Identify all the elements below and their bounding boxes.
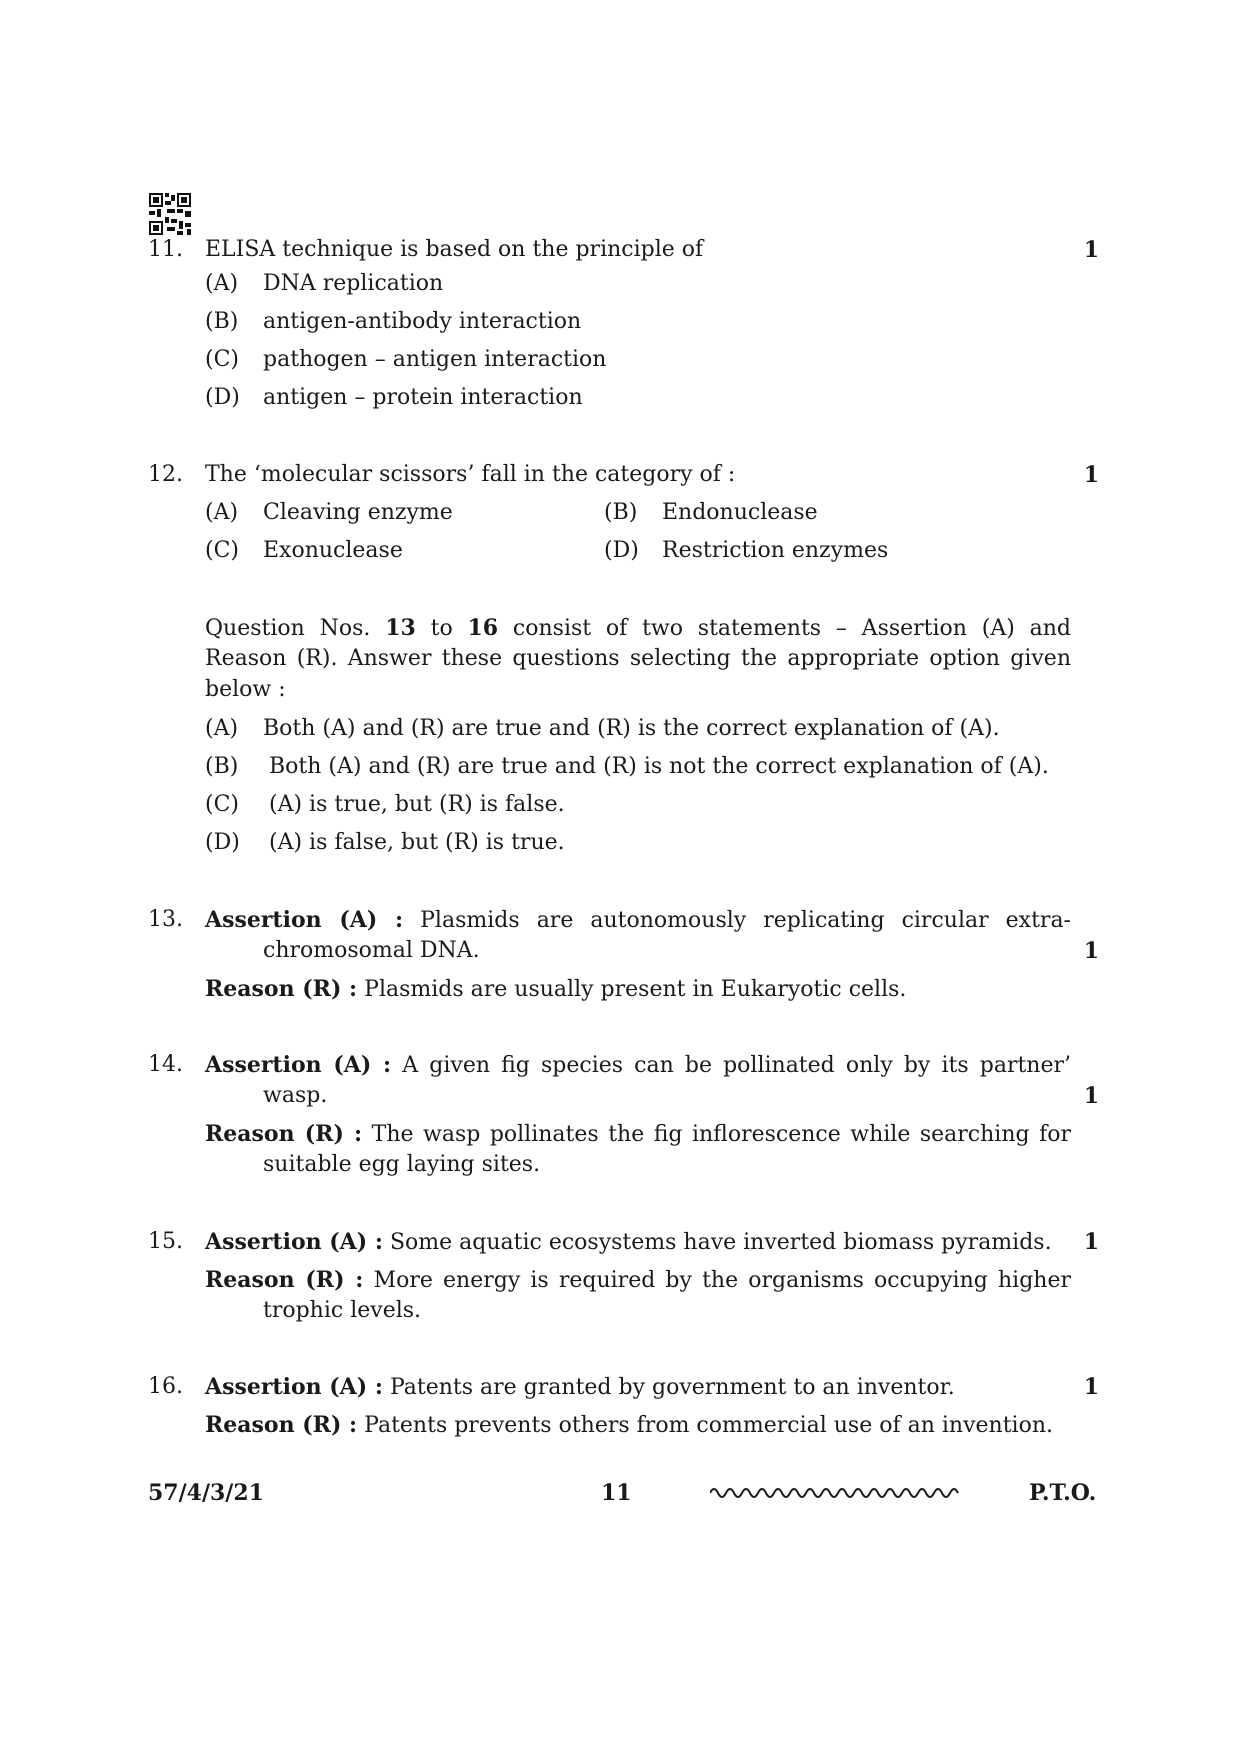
assertion-text: A given fig species can be pollinated only by its partner’ (402, 1053, 1071, 1078)
option-text: (A) is true, but (R) is false. (269, 792, 565, 817)
page-number: 11 (601, 1480, 632, 1506)
question-number: 12. (148, 462, 183, 487)
instruction-line-1 (205, 615, 1071, 641)
marks: 1 (1083, 1374, 1099, 1400)
assertion-line (205, 1052, 1071, 1078)
option-text: Both (A) and (R) are true and (R) is the correct explanation of (A). (263, 716, 1000, 741)
option-text: Exonuclease (263, 538, 403, 563)
option-letter: (B) (205, 309, 239, 334)
marks: 1 (1083, 1083, 1099, 1109)
option-text: Restriction enzymes (662, 538, 889, 563)
reason-line (205, 1412, 1053, 1438)
question-number: 14. (148, 1052, 183, 1077)
reason-line (205, 1121, 1071, 1147)
reason-line (205, 976, 906, 1002)
option-text: pathogen – antigen interaction (263, 347, 607, 372)
assertion-line (205, 1374, 955, 1400)
option-text: Cleaving enzyme (263, 500, 453, 525)
reason-text-cont: suitable egg laying sites. (263, 1152, 541, 1177)
question-text: ELISA technique is based on the principle of (205, 237, 704, 262)
option-letter: (B) (205, 754, 239, 779)
qr-code-icon (149, 193, 191, 235)
instruction-line-2: Reason (R). Answer these questions selecting the appropriate option given (205, 646, 1071, 671)
option-text: Both (A) and (R) are true and (R) is not the correct explanation of (A). (269, 754, 1049, 779)
reason-label: Reason (R) : (205, 1267, 364, 1293)
option-letter: (A) (205, 716, 239, 741)
assertion-text-cont: chromosomal DNA. (263, 938, 480, 963)
marks: 1 (1083, 1229, 1099, 1255)
instruction-bold-number: 16 (467, 615, 499, 641)
option-letter: (C) (205, 538, 239, 563)
question-number: 11. (148, 237, 183, 262)
reason-label: Reason (R) : (205, 1121, 363, 1147)
reason-text: Plasmids are usually present in Eukaryotic cells. (364, 977, 907, 1002)
option-text: Endonuclease (662, 500, 818, 525)
paper-code: 57/4/3/21 (148, 1480, 264, 1506)
instruction-bold-number: 13 (385, 615, 416, 641)
option-letter: (B) (604, 500, 638, 525)
reason-text: Patents prevents others from commercial use of an invention. (364, 1413, 1053, 1438)
question-text: The ‘molecular scissors’ fall in the category of : (205, 462, 736, 487)
pto-label: P.T.O. (1029, 1480, 1097, 1506)
option-letter: (A) (205, 271, 239, 296)
assertion-text: Patents are granted by government to an inventor. (389, 1375, 955, 1400)
option-text: (A) is false, but (R) is true. (269, 830, 565, 855)
instruction-line-3: below : (205, 677, 286, 702)
assertion-label: Assertion (A) : (205, 1374, 383, 1400)
question-number: 15. (148, 1229, 183, 1254)
instruction-text: to (430, 616, 453, 641)
assertion-line (205, 907, 1071, 933)
option-letter: (C) (205, 792, 239, 817)
option-letter: (D) (604, 538, 639, 563)
option-letter: (A) (205, 500, 239, 525)
option-text: DNA replication (263, 271, 444, 296)
reason-text: More energy is required by the organisms occupying higher (373, 1268, 1071, 1293)
marks: 1 (1083, 462, 1099, 488)
reason-text: The wasp pollinates the fig inflorescence while searching for (371, 1122, 1071, 1147)
assertion-text: Plasmids are autonomously replicating circular extra- (420, 908, 1071, 933)
question-number: 16. (148, 1374, 183, 1399)
reason-line (205, 1267, 1071, 1293)
instruction-text: consist of two statements – Assertion (A) and (512, 616, 1071, 641)
option-text: antigen-antibody interaction (263, 309, 582, 334)
option-letter: (D) (205, 830, 240, 855)
reason-label: Reason (R) : (205, 1412, 358, 1438)
assertion-label: Assertion (A) : (205, 1052, 392, 1078)
assertion-line (205, 1229, 1052, 1255)
marks: 1 (1083, 938, 1099, 964)
assertion-text: Some aquatic ecosystems have inverted biomass pyramids. (389, 1230, 1052, 1255)
question-number: 13. (148, 907, 183, 932)
wavy-line-icon (710, 1484, 964, 1502)
assertion-label: Assertion (A) : (205, 907, 404, 933)
option-letter: (C) (205, 347, 239, 372)
instruction-text: Question Nos. (205, 616, 371, 641)
option-text: antigen – protein interaction (263, 385, 583, 410)
marks: 1 (1083, 237, 1099, 263)
assertion-label: Assertion (A) : (205, 1229, 383, 1255)
option-letter: (D) (205, 385, 240, 410)
reason-label: Reason (R) : (205, 976, 358, 1002)
assertion-text-cont: wasp. (263, 1083, 328, 1108)
reason-text-cont: trophic levels. (263, 1298, 422, 1323)
